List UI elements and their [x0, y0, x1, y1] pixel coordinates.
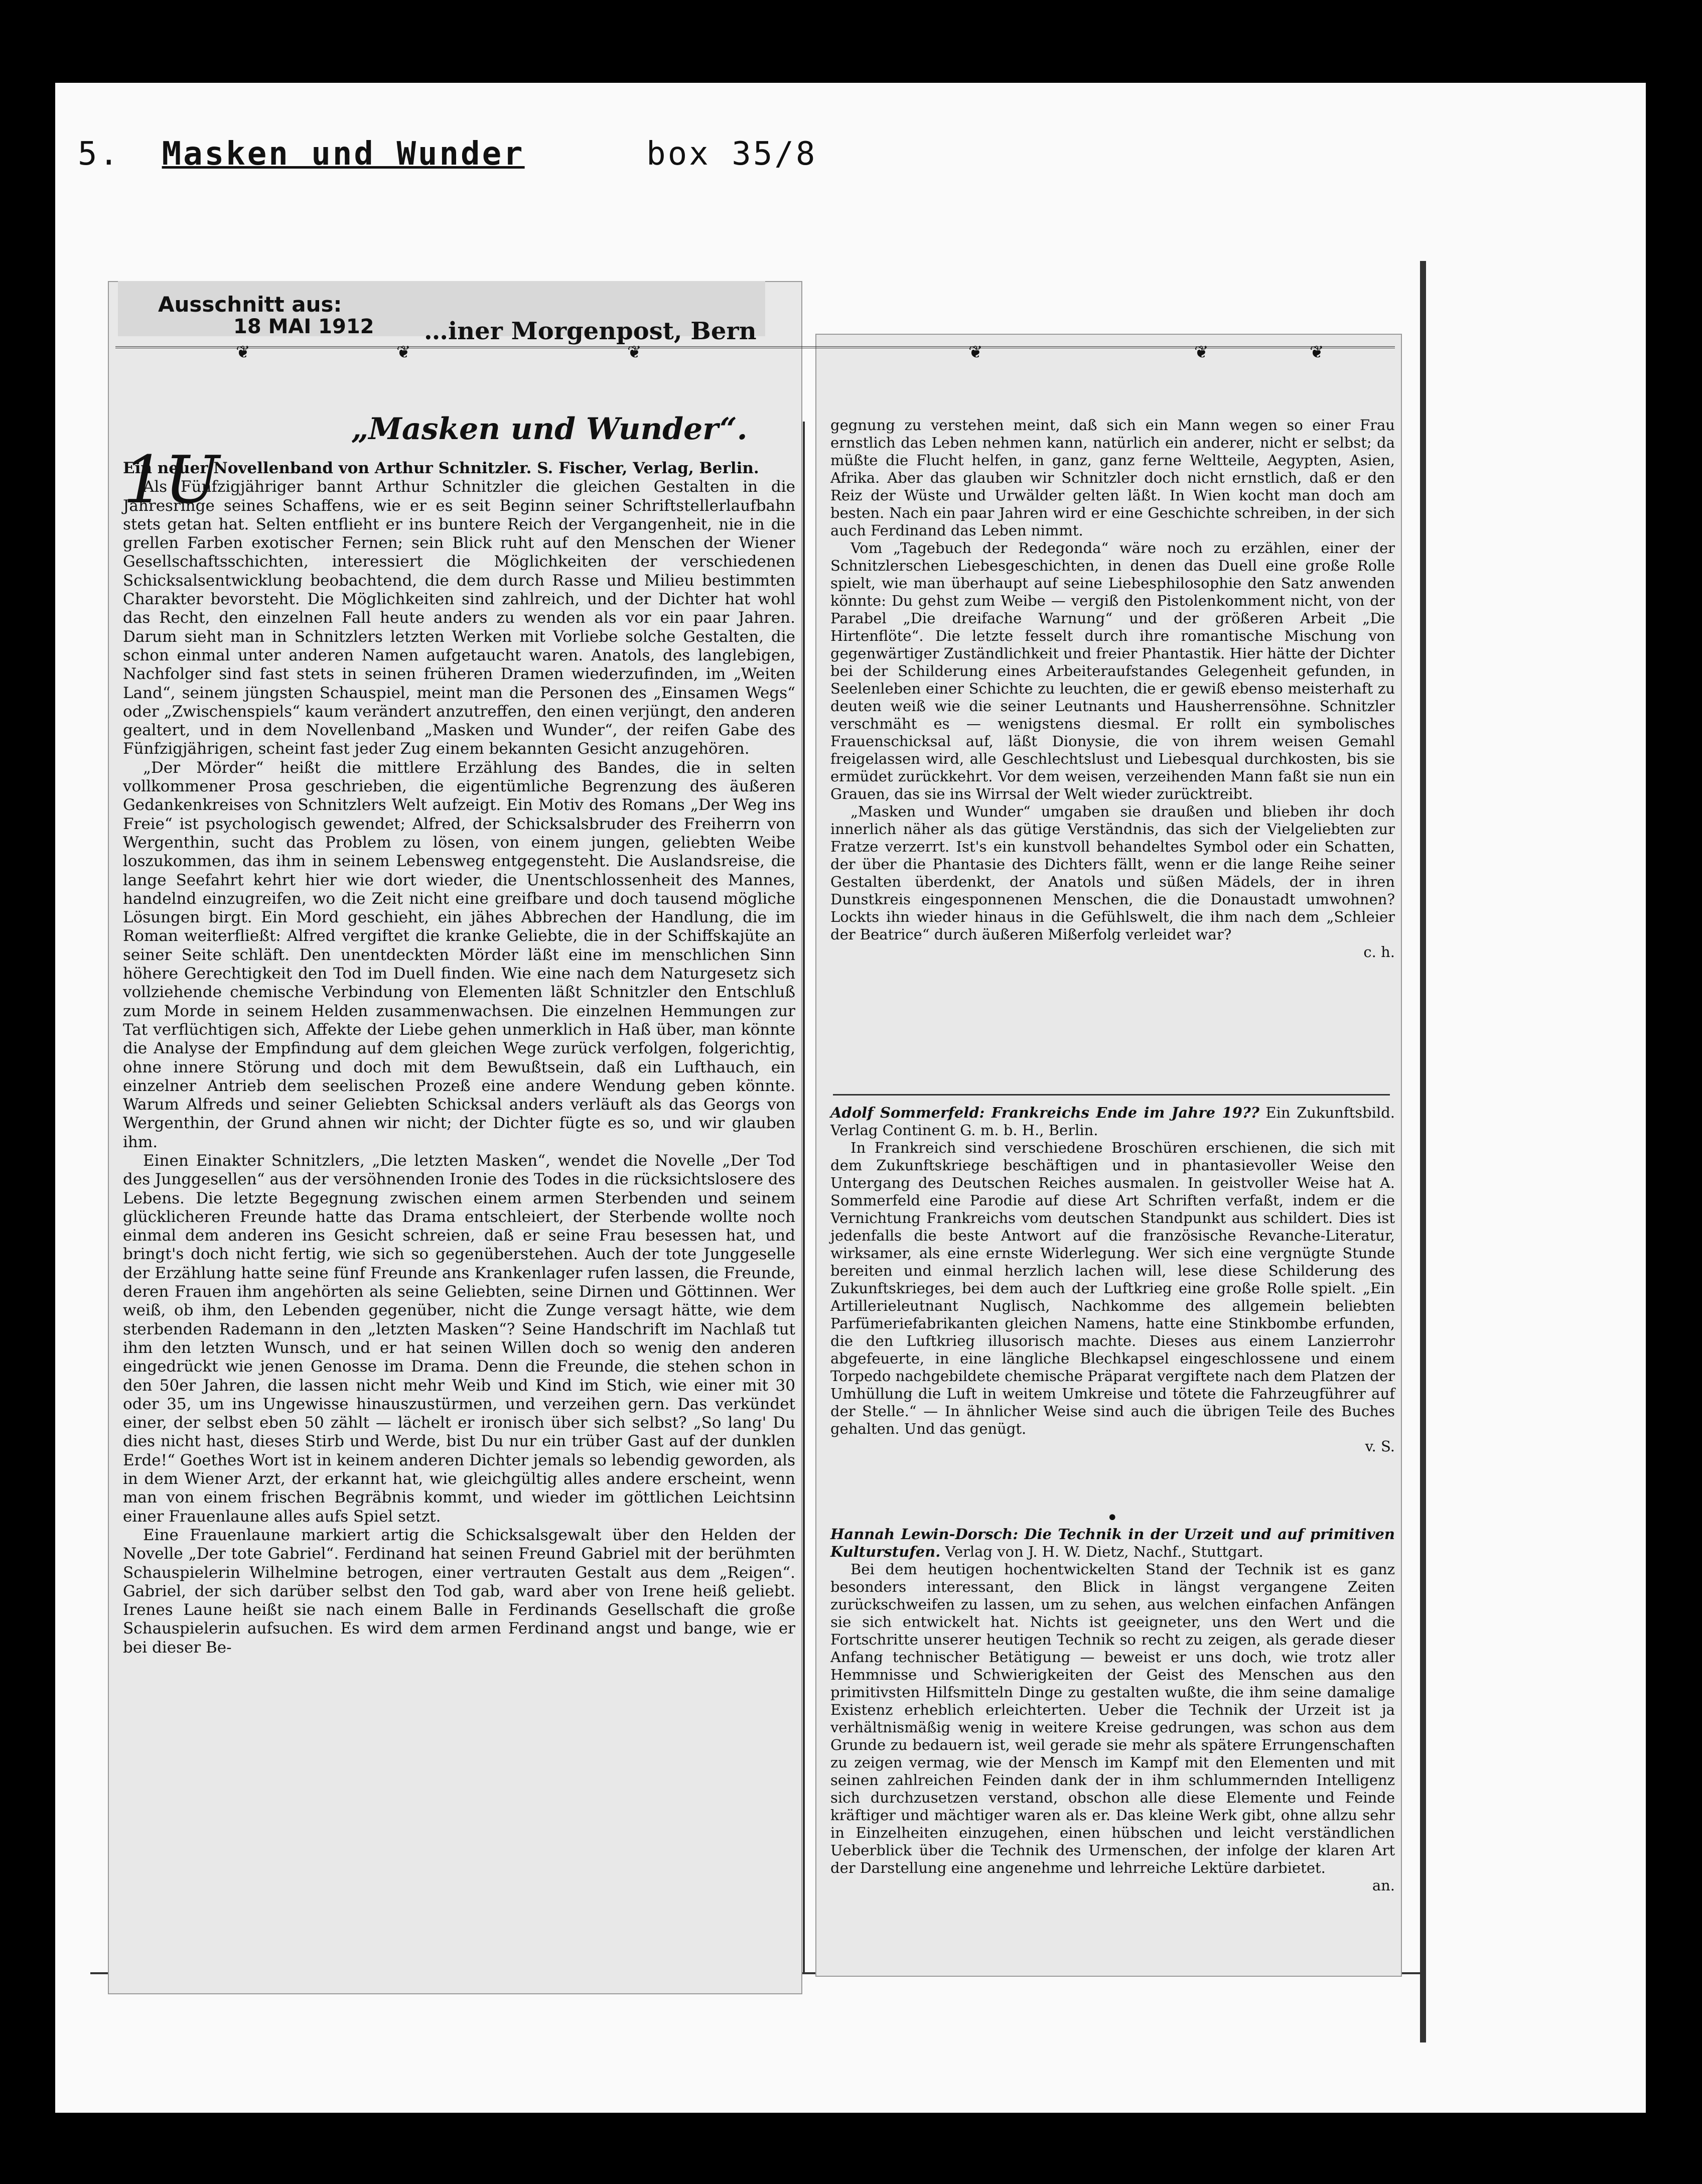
mount-edge-right	[1420, 261, 1426, 2042]
article-signature: c. h.	[1363, 943, 1395, 961]
article-left-column	[123, 459, 795, 1657]
review-sommerfeld	[830, 1104, 1395, 1455]
article-paragraph: Eine Frauenlaune markiert artig die Schicksalsgewalt über den Helden der Novelle „Der tote Gabriel“. Ferdinand hat seinen Freund Gabriel mit der berühmten Schauspielerin Wilhelmine betrogen, einer vertrauten Gestalt aus dem „Reigen“. Gabriel, der sich darüber selbst den Tod gab, ward aber von Irene heiß geliebt. Irenes Laune heißt sie nach einem Balle in Ferdinands Gesellschaft die große Schauspielerin aufsuchen. Es wird dem armen Ferdinand angst und bange, wie er bei dieser Be-	[123, 1526, 795, 1657]
review-signature: v. S.	[1365, 1438, 1395, 1455]
article-paragraph: „Masken und Wunder“ umgaben sie draußen und blieben ihr doch innerlich näher als das gütige Verständnis, das sich der Vielgeliebten zur Fratze verzerrt. Ist's ein kunstvoll behandeltes Symbol oder ein Schatten, der über die Phantasie des Dichters fällt, wenn er die lange Reihe seiner Gestalten überdenkt, der Anatols und süßen Mädels, der in ihren Dunstkreis eingesponnenen Menschen, die die Donaustadt umwohnen? Lockts ihn wieder hinaus in die Gefühlswelt, die ihm nach dem „Schleier der Beatrice“ durch äußeren Mißerfolg verleidet war?	[830, 803, 1395, 943]
article-paragraph: gegnung zu verstehen meint, daß sich ein Mann wegen so einer Frau ernstlich das Leben nehmen kann, natürlich ein anderer, nicht er selbst; da müßte die Flucht helfen, in ganz, ganz ferne Weltteile, Aegypten, Asien, Afrika. Aber das glauben wir Schnitzler doch nicht ernstlich, daß er den Reiz der Wüste und Urwälder gelten läßt. In Wien kocht man doch am besten. Nach ein paar Jahren wird er eine Geschichte schreiben, in der sich auch Ferdinand das Leben nimmt.	[830, 417, 1395, 539]
section-dot: •	[1106, 1507, 1118, 1530]
article-right-column	[830, 417, 1395, 961]
review-lead: Ein Zukunftsbild. Verlag Continent G. m. b. H., Berlin.	[830, 1104, 1395, 1139]
leaf-ornament-icon: ❦	[1194, 342, 1209, 362]
review-text: Bei dem heutigen hochentwickelten Stand der Technik ist es ganz besonders interessant, den Blick in längst vergangene Zeiten zurückschweifen zu lassen, um zu sehen, aus welchen einfachen Anfängen sie sich entwickelt hat. Nichts ist geeigneter, uns den Wert und die Fortschritte unserer heutigen Technik so recht zu zeigen, als gerade dieser Anfang technischer Betätigung — beweist er uns doch, wie trotz aller Hemmnisse und Schwierigkeiten der Geist des Menschen aus den primitivsten Hilfsmitteln Dinge zu gestalten wußte, die ihm seine damalige Existenz erheblich erleichterten. Ueber die Technik der Urzeit ist ja verhältnismäßig wenig in weitere Kreise gedrungen, was schon aus dem Grunde zu bedauern ist, weil gerade sie mehr als spätere Errungenschaften zu zeigen vermag, wie der Mensch im Kampf mit den Elementen und mit seinen zahlreichen Feinden dank der in ihm schlummernden Intelligenz sich durchzusetzen verstand, obschon alle diese Elemente und Feinde kräftiger und mächtiger waren als er. Das kleine Werk gibt, ohne allzu sehr in Einzelheiten einzugehen, einen hübschen und leicht verständlichen Ueberblick über die Technik des Urmenschen, der infolge der klaren Art der Darstellung eine angenehme und lehrreiche Lektüre darbietet.	[830, 1561, 1395, 1876]
leaf-ornament-icon: ❦	[627, 342, 642, 362]
review-signature: an.	[1372, 1877, 1395, 1894]
folder-title: Masken und Wunder	[162, 135, 525, 173]
newspaper-name: …iner Morgenpost, Bern	[424, 317, 757, 345]
clipping-source-strip	[118, 281, 765, 345]
article-lead: Ein neuer Novellenband von Arthur Schnitzler. S. Fischer, Verlag, Berlin.	[123, 459, 759, 477]
article-title: „Masken und Wunder“.	[351, 412, 748, 447]
leaf-ornament-icon: ❦	[236, 342, 250, 362]
leaf-ornament-icon: ❦	[1310, 342, 1324, 362]
archive-header	[78, 135, 817, 173]
review-text: In Frankreich sind verschiedene Broschüren erschienen, die sich mit dem Zukunftskriege beschäftigen und in phantasievoller Weise den Untergang des Deutschen Reiches ausmalen. In geistvoller Weise hat A. Sommerfeld eine Parodie auf diese Art Schriften verfaßt, indem er die Vernichtung Frankreichs vom deutschen Standpunkt aus schildert. Dies ist jedenfalls die beste Antwort auf die französische Revanche-Literatur, wirksamer, als eine ernste Widerlegung. Wer sich eine vergnügte Stunde bereiten und einmal herzlich lachen will, lese diese Schilderung des Zukunftskrieges, bei dem auch der Luftkrieg eine große Rolle spielt. „Ein Artillerieleutnant Nuglisch, Nachkomme des allgemein beliebten Parfümeriefabrikanten gleichen Namens, hatte eine Stinkbombe erfunden, die den Luftkrieg illusorisch machte. Dieses aus einem Lanzierrohr abgefeuerte, in eine längliche Blechkapsel eingeschlossene und einem Torpedo nachgebildete chemische Präparat vergiftete nach dem Platzen der Umhüllung die Luft in weitem Umkreise und tötete die Fahrzeugführer auf der Stelle.“ — In ähnlicher Weise sind auch die übrigen Teile des Buches gehalten. Und das genügt.	[830, 1139, 1395, 1437]
folder-number: 5.	[78, 135, 121, 173]
article-paragraph: „Der Mörder“ heißt die mittlere Erzählung des Bandes, die in selten vollkommener Prosa geschrieben, die eigentümliche Begrenzung des äußeren Gedankenkreises von Schnitzlers Welt aufzeigt. Ein Motiv des Romans „Der Weg ins Freie“ ist psychologisch gewendet; Alfred, der Schicksalsbruder des Freiherrn von Wergenthin, sucht das Problem zu lösen, von einem jungen, geliebten Weibe loszukommen, das ihm in seinem Lebensweg entgegensteht. Die Auslandsreise, die lange Seefahrt kehrt hier wie dort wieder, die Unentschlossenheit des Mannes, handelnd einzugreifen, wo die Zeit nicht eine greifbare und doch tausend mögliche Lösungen birgt. Ein Mord geschieht, ein jähes Abbrechen der Handlung, die im Roman weiterfließt: Alfred vergiftet die kranke Geliebte, die in der Schiffskajüte an seiner Seite schläft. Den unentdeckten Mörder läßt eine im menschlichen Sinn höhere Gerechtigkeit den Tod im Duell finden. Wie eine nach dem Naturgesetz sich vollziehende chemische Verbindung von Elementen läßt Schnitzler den Entschluß zum Morde in seinem Helden zusammenwachsen. Die einzelnen Hemmungen zur Tat verflüchtigen sich, Affekte der Liebe gehen unmerklich in Haß über, man könnte die Analyse der Empfindung auf dem gleichen Wege zurück verfolgen, folgerichtig, ohne innere Störung und doch mit dem Bewußtsein, daß ein Lufthauch, ein einzelner Antrieb dem seelischen Prozeß eine andere Wendung geben könnte. Warum Alfreds und seiner Geliebten Schicksal anders verläuft als das Georgs von Wergenthin, der Grund ahnen wir nicht; der Dichter fügte es so, und wir glauben ihm.	[123, 758, 795, 1151]
article-paragraph: Einen Einakter Schnitzlers, „Die letzten Masken“, wendet die Novelle „Der Tod des Junggesellen“ aus der versöhnenden Ironie des Todes in die rücksichtslosere des Lebens. Die letzte Begegnung zwischen einem armen Sterbenden und seinem glücklicheren Freunde hatte das Drama entschleiert, der Sterbende wollte noch einmal dem anderen ins Gesicht schreien, daß er seine Frau besessen hat, und bringt's doch nicht fertig, wie sich so gegenüberstehen. Auch der tote Junggeselle der Erzählung hatte seine fünf Freunde ans Krankenlager rufen lassen, die Freunde, deren Frauen ihm angehörten als seine Geliebten, seine Dirnen und Göttinnen. Wer weiß, ob ihm, den Lebenden gegenüber, nicht die Zunge versagt hätte, wie dem sterbenden Rademann in den „letzten Masken“? Seine Handschrift im Nachlaß tut ihm den letzten Wunsch, und er hat seinen Willen doch so wenig den anderen eingedrückt wie jenen Genosse im Drama. Denn die Freunde, die stehen schon in den 50er Jahren, die lassen nicht mehr Weib und Kind im Stich, wie einer mit 30 oder 35, um ins Ungewisse hinauszustürmen, und verzeihen gern. Das verkündet einer, der selbst eben 50 zählt — lächelt er ironisch über sich selbst? „So lang' Du dies nicht hast, dieses Stirb und Werde, bist Du nur ein trüber Gast auf der dunklen Erde!“ Goethes Wort ist in keinem anderen Dichter jemals so lebendig geworden, als in dem Wiener Arzt, der erkannt hat, wie gleichgültig alles andere erscheint, wenn man von einem frischen Begräbnis kommt, und wieder im göttlichen Leichtsinn einer Frauenlaune alles aufs Spiel setzt.	[123, 1151, 795, 1526]
handwritten-mark: 1U	[123, 442, 220, 518]
review-title: Hannah Lewin-Dorsch: Die Technik in der Urzeit und auf primitiven Kulturstufen.	[830, 1526, 1395, 1560]
clipping-date-stamp: 18 MAI 1912	[233, 315, 374, 338]
article-paragraph: Vom „Tagebuch der Redegonda“ wäre noch zu erzählen, einer der Schnitzlerschen Liebesgeschichten, in denen das Duell eine große Rolle spielt, wie man überhaupt auf seine Liebesphilosophie den Satz anwenden könnte: Du gehst zum Weibe — vergiß den Pistolenkomment nicht, von der Parabel „Die dreifache Warnung“ und der größeren Arbeit „Die Hirtenflöte“. Die letzte fesselt durch ihre romantische Mischung von gegenwärtiger Zuständlichkeit und freier Phantastik. Hier hätte der Dichter bei der Schilderung eines Arbeiteraufstandes Gelegenheit gefunden, in Seelenleben einer Schichte zu leuchten, die er gewiß ebenso meisterhaft zu deuten weiß wie die seiner Leutnants und Hausherrensöhne. Schnitzler verschmäht es — wenigstens diesmal. Er rollt ein symbolisches Frauenschicksal auf, läßt Dionysie, die von ihrem weisen Gemahl freigelassen wird, alle Geschlechtslust und Liebesqual durchkosten, bis sie ermüdet zurückkehrt. Vor dem weisen, verzeihenden Mann faßt sie nun ein Grauen, das sie ins Wirrsal der Welt wieder zurücktreibt.	[830, 539, 1395, 802]
box-number: box 35/8	[646, 135, 817, 173]
decorative-border	[115, 342, 1395, 368]
leaf-ornament-icon: ❦	[396, 342, 411, 362]
review-lewin-dorsch	[830, 1526, 1395, 1894]
review-lead: Verlag von J. H. W. Dietz, Nachf., Stuttgart.	[945, 1543, 1263, 1560]
review-separator	[833, 1094, 1390, 1096]
review-title: Adolf Sommerfeld: Frankreichs Ende im Jahre 19??	[830, 1104, 1259, 1121]
clipping-label: Ausschnitt aus:	[158, 292, 342, 317]
leaf-ornament-icon: ❦	[968, 342, 983, 362]
column-rule	[803, 422, 805, 1972]
article-paragraph: Als Fünfzigjähriger bannt Arthur Schnitzler die gleichen Gestalten in die Jahresringe seines Schaffens, wie er es seit Beginn seiner Schriftstellerlaufbahn stets getan hat. Selten entflieht er ins buntere Reich der Vergangenheit, nie in die grellen Farben exotischer Fernen; sein Blick ruht auf den Menschen der Wiener Gesellschaftsschichten, interessiert die Möglichkeiten der verschiedenen Schicksalsentwicklung beobachtend, die dem durch Rasse und Milieu bestimmten Charakter bevorsteht. Die Möglichkeiten sind zahlreich, und der Dichter hat wohl das Recht, den einzelnen Fall heute anders zu wenden als vor ein paar Jahren. Darum sieht man in Schnitzlers letzten Werken mit Vorliebe solche Gestalten, die schon einmal unter anderen Namen aufgetaucht waren. Anatols, des langlebigen, Nachfolger sind fast stets in seinen früheren Dramen wiederzufinden, im „Weiten Land“, seinem jüngsten Schauspiel, meint man die Personen des „Einsamen Wegs“ oder „Zwischenspiels“ kaum verändert anzutreffen, den einen verjüngt, den anderen gealtert, und in dem Novellenband „Masken und Wunder“, der reifen Gabe des Fünfzigjährigen, scheint fast jeder Zug einem bekannten Gesicht anzugehören.	[123, 478, 795, 758]
